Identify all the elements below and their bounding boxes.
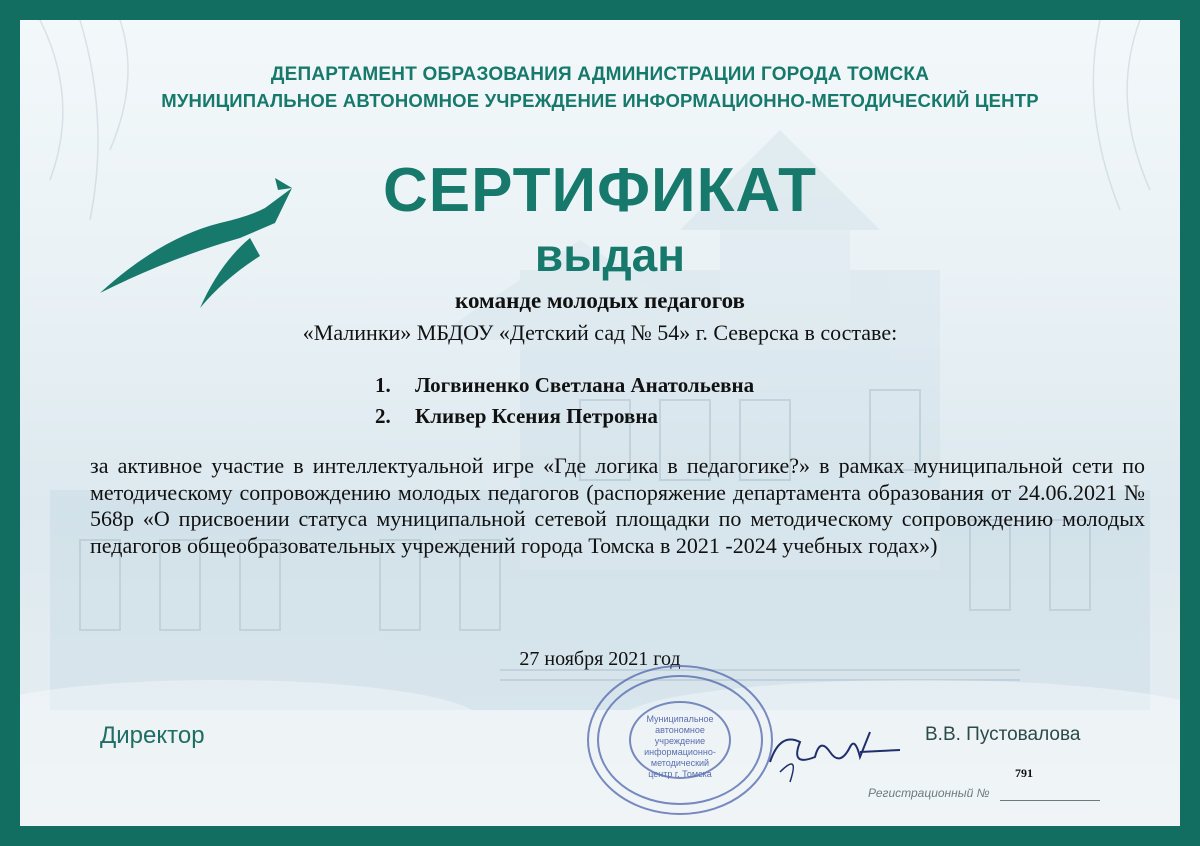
director-label: Директор	[100, 722, 205, 749]
member-name: Кливер Ксения Петровна	[415, 404, 658, 428]
member-number: 1.	[375, 373, 391, 397]
header-institution: МУНИЦИПАЛЬНОЕ АВТОНОМНОЕ УЧРЕЖДЕНИЕ ИНФОРМАЦИОННО-МЕТОДИЧЕСКИЙ ЦЕНТР	[161, 90, 1039, 111]
member-item	[375, 370, 754, 401]
registration-underline	[1000, 800, 1100, 801]
director-signature-icon	[760, 712, 910, 792]
registration-number: 791	[1015, 766, 1033, 780]
certificate-body: за активное участие в интеллектуальной игре «Где логика в педагогике?» в рамках муниципальной сети по методическому сопровождению молодых педагогов (распоряжение департамента образования от 24.06.2021 № 568р «О присвоении статуса муниципальной сетевой площадки по методическому сопровождению молодых педагогов общеобразовательных учреждений города Томска в 2021 -2024 учебных годах»)	[90, 453, 1145, 558]
official-stamp-icon	[580, 660, 780, 820]
certificate-date: 27 ноября 2021 год	[519, 648, 681, 670]
svg-text:информационно-: информационно-	[644, 747, 716, 757]
svg-text:учреждение: учреждение	[654, 736, 706, 746]
director-name: В.В. Пустовалова	[925, 724, 1081, 745]
certificate-subtitle: выдан	[534, 229, 686, 281]
team-description: «Малинки» МБДОУ «Детский сад № 54» г. Северска в составе:	[302, 320, 898, 345]
imc-logo-icon	[100, 168, 300, 328]
members-list	[375, 370, 754, 432]
certificate-sheet	[20, 20, 1180, 826]
member-number: 2.	[375, 404, 391, 428]
svg-text:методический: методический	[650, 758, 710, 768]
svg-text:центр г. Томска: центр г. Томска	[648, 769, 712, 779]
member-item	[375, 401, 754, 432]
certificate-title: СЕРТИФИКАТ	[383, 156, 817, 225]
member-name: Логвиненко Светлана Анатольевна	[415, 373, 755, 397]
svg-text:Муниципальное: Муниципальное	[646, 714, 714, 724]
registration-label: Регистрационный №	[868, 786, 990, 800]
svg-text:автономное: автономное	[655, 725, 705, 735]
header-department: ДЕПАРТАМЕНТ ОБРАЗОВАНИЯ АДМИНИСТРАЦИИ ГОРОДА ТОМСКА	[270, 64, 930, 85]
recipient-line: команде молодых педагогов	[455, 288, 745, 313]
